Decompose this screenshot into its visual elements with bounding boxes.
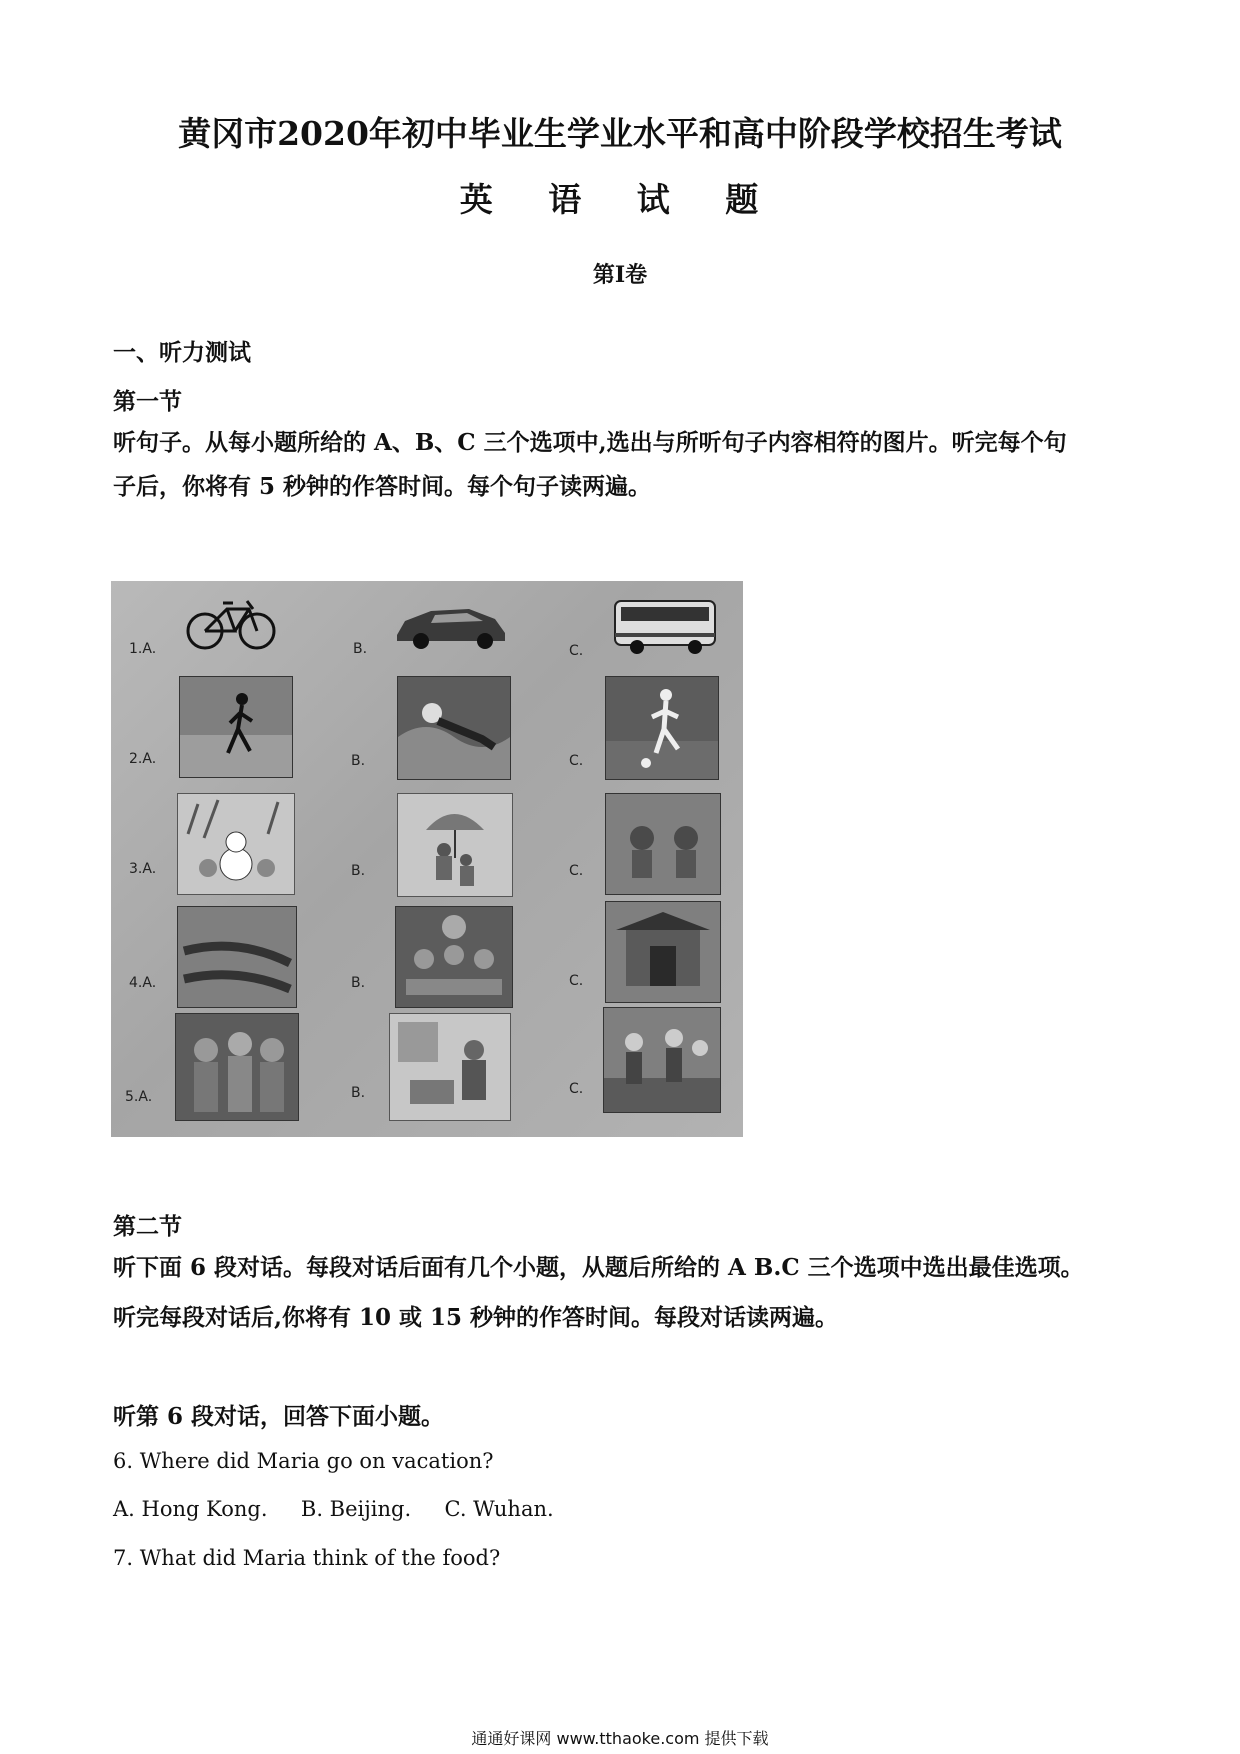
volume-label: 第I卷 (592, 262, 648, 288)
question-6-options: A. Hong Kong. B. Beijing. C. Wuhan. (113, 1497, 554, 1521)
option-label: C. (569, 863, 584, 879)
windy-children-image (605, 793, 721, 895)
listening-picture-options (111, 581, 743, 1137)
part-heading-2: 第二节 (113, 1213, 182, 1240)
car-image (391, 593, 511, 653)
page-footer: 通通好课网 www.tthaoke.com 提供下载 (471, 1729, 769, 1748)
rain-umbrella-image (397, 793, 513, 897)
part1-instructions-line2: 子后，你将有 5 秒钟的作答时间。每个句子读两遍。 (113, 473, 652, 500)
option-label: C. (569, 973, 584, 989)
option-label: 5.A. (125, 1089, 153, 1105)
dragon-boat-image (177, 906, 297, 1008)
option-label: B. (351, 753, 366, 769)
option-label: 1.A. (129, 641, 157, 657)
exam-title: 黄冈市2020年初中毕业生学业水平和高中阶段学校招生考试 (178, 114, 1062, 153)
part-heading-1: 第一节 (113, 388, 182, 415)
family-dinner-image (395, 906, 513, 1008)
exam-subject: 英 语 试 题 (459, 180, 781, 219)
question-7: 7. What did Maria think of the food? (113, 1546, 501, 1570)
visiting-people-image (175, 1013, 299, 1121)
part2-instructions-line1: 听下面 6 段对话。每段对话后面有几个小题，从题后所给的 A B.C 三个选项中选出最佳选项。 (113, 1254, 1084, 1281)
tree-planting-image (603, 1007, 721, 1113)
swimming-image (397, 676, 511, 780)
doorway-image (605, 901, 721, 1003)
option-label: B. (351, 1085, 366, 1101)
running-image (179, 676, 293, 778)
home-cleaning-image (389, 1013, 511, 1121)
option-label: B. (351, 975, 366, 991)
part1-instructions-line1: 听句子。从每小题所给的 A、B、C 三个选项中,选出与所听句子内容相符的图片。听完每个句 (113, 429, 1067, 456)
soccer-image (605, 676, 719, 780)
part2-instructions-line2: 听完每段对话后,你将有 10 或 15 秒钟的作答时间。每段对话读两遍。 (113, 1304, 839, 1331)
section-heading-listening: 一、听力测试 (113, 339, 251, 366)
option-label: 2.A. (129, 751, 157, 767)
question-6: 6. Where did Maria go on vacation? (113, 1449, 494, 1473)
option-label: 3.A. (129, 861, 157, 877)
dialog-6-heading: 听第 6 段对话，回答下面小题。 (113, 1403, 445, 1430)
option-label: C. (569, 1081, 584, 1097)
bicycle-image (183, 591, 279, 651)
option-label: B. (353, 641, 368, 657)
option-label: B. (351, 863, 366, 879)
bus-image (611, 593, 721, 655)
snowman-image (177, 793, 295, 895)
option-label: C. (569, 643, 584, 659)
option-label: C. (569, 753, 584, 769)
option-label: 4.A. (129, 975, 157, 991)
